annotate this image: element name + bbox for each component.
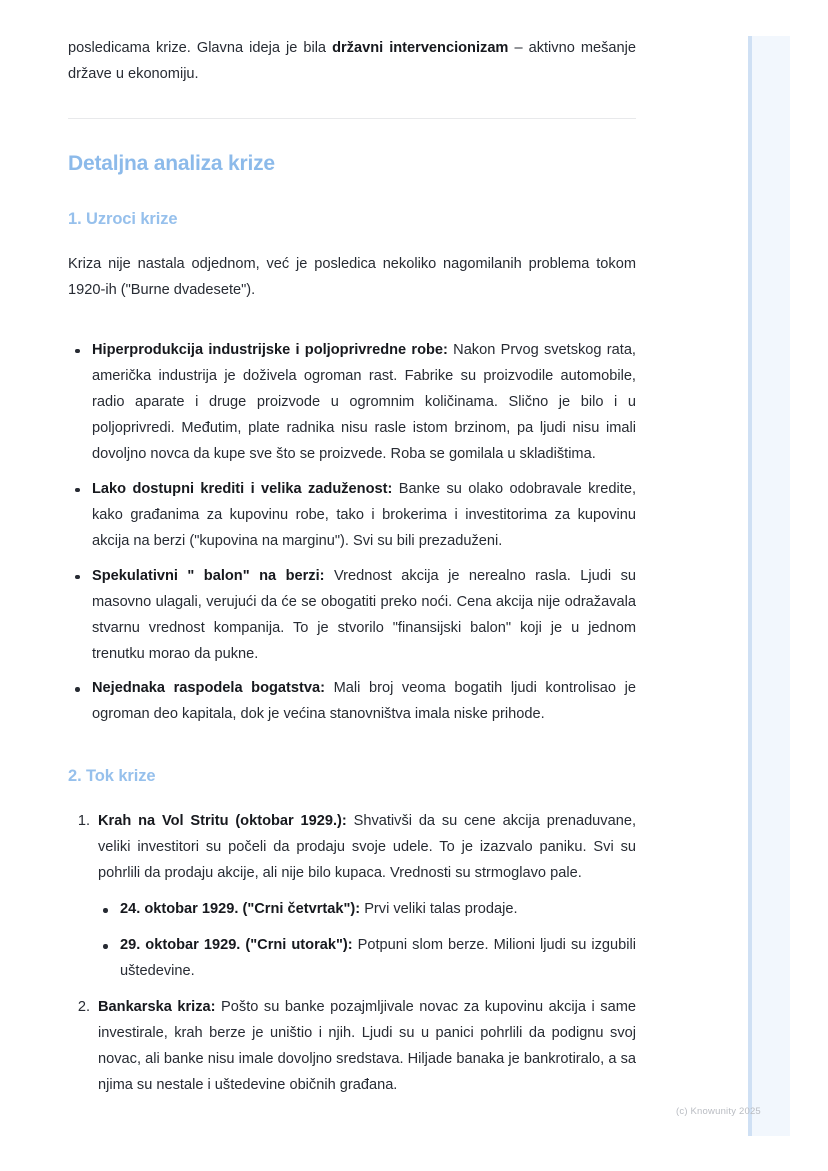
subsection-1-intro: Kriza nije nastala odjednom, već je posledica nekoliko nagomilanih problema tokom 1920-ih ("Burne dvadesete"). — [68, 255, 636, 298]
list-item — [98, 897, 636, 923]
list-item-number: 1. — [77, 813, 90, 830]
list-item-number: 2. — [77, 999, 90, 1016]
course-of-crisis-list — [68, 809, 636, 1099]
intro-bold-term: državni intervencionizam — [332, 40, 509, 56]
list-item — [68, 564, 636, 668]
section-title: Detaljna analiza krize — [68, 151, 275, 175]
list-item-text: Mali broj veoma bogatih ljudi kontrolisao je ogroman deo kapitala, dok je većina stanovništva imala niske prihode. — [92, 680, 636, 723]
list-item-text: Shvativši da su cene akcija prenaduvane, veliki investitori su počeli da prodaju svoje udele. To je izazvalo paniku. Svi su pohrlili da prodaju akcije, ali nije bilo kupaca. Vrednosti su strmoglavo pale. — [98, 813, 636, 882]
list-item-lead: Nejednaka raspodela bogatstva: — [92, 680, 325, 697]
list-item-lead: Bankarska kriza: — [98, 999, 216, 1016]
list-item — [68, 477, 636, 555]
list-item-text: Vrednost akcija je nerealno rasla. Ljudi su masovno ulagali, verujući da će se obogatiti preko noći. Cena akcija nije odražavala stvarnu vrednost kompanija. To je stvorilo "finansijski balon" koji je u jednom trenutku morao da pukne. — [92, 567, 637, 662]
list-item — [98, 933, 636, 985]
list-item-text: Nakon Prvog svetskog rata, američka industrija je doživela ogroman rast. Fabrike su proizvodile automobile, radio aparate i druge proizvode u ogromnim količinama. Slično je bilo i u poljoprivredi. Međutim, plate radnika nisu rasle istom brzinom, pa ljudi nisu imali dovoljno novca da kupe sve što se proizvede. Roba se gomilala u skladištima. — [92, 341, 636, 462]
intro-text-after: – aktivno mešanje države u ekonomiju. — [68, 40, 636, 82]
document-body — [68, 0, 636, 1108]
sub-item-text: Prvi veliki talas prodaje. — [360, 901, 518, 918]
list-item-lead: Krah na Vol Stritu (oktobar 1929.): — [98, 813, 347, 830]
list-item-lead: Hiperprodukcija industrijske i poljoprivredne robe: — [92, 341, 448, 358]
section-divider — [68, 118, 636, 119]
list-item-lead: Spekulativni " balon" na berzi: — [92, 567, 325, 584]
list-item-text: Pošto su banke pozajmljivale novac za kupovinu akcija i same investirale, krah berze je uništio i njih. Ljudi su u panici pohrlili da podignu svoj novac, ali banke nisu imale dovoljno sredstava. Hiljade banaka je bankrotiralo, a sa njima su nestale i uštedevine običnih građana. — [98, 999, 636, 1093]
subsection-1-title: 1. Uzroci krize — [68, 210, 178, 229]
right-gutter-band — [748, 36, 790, 1136]
list-item-text: Banke su olako odobravale kredite, kako građanima za kupovinu robe, tako i brokerima i investitorima za kupovinu akcija na berzi ("kupovina na marginu"). Svi su bili prezaduženi. — [92, 480, 636, 549]
intro-paragraph — [68, 36, 636, 88]
causes-list — [68, 338, 636, 729]
list-item — [68, 809, 636, 985]
sub-item-text: Potpuni slom berze. Milioni ljudi su izgubili uštedevine. — [120, 937, 636, 980]
list-item — [68, 676, 636, 728]
list-item — [68, 995, 636, 1099]
right-gutter-scroll-edge[interactable] — [748, 36, 752, 1136]
list-item-lead: Lako dostupni krediti i velika zaduženost: — [92, 480, 393, 497]
sub-item-lead: 29. oktobar 1929. ("Crni utorak"): — [120, 937, 353, 954]
copyright-watermark: (c) Knowunity 2025 — [676, 1106, 761, 1117]
list-item — [68, 338, 636, 468]
intro-text-before: posledicama krize. Glavna ideja je bila — [68, 40, 333, 56]
sub-list — [98, 897, 636, 985]
spacer — [68, 737, 636, 767]
sub-item-lead: 24. oktobar 1929. ("Crni četvrtak"): — [120, 901, 361, 918]
spacer — [68, 308, 636, 338]
subsection-2-title: 2. Tok krize — [68, 767, 156, 786]
